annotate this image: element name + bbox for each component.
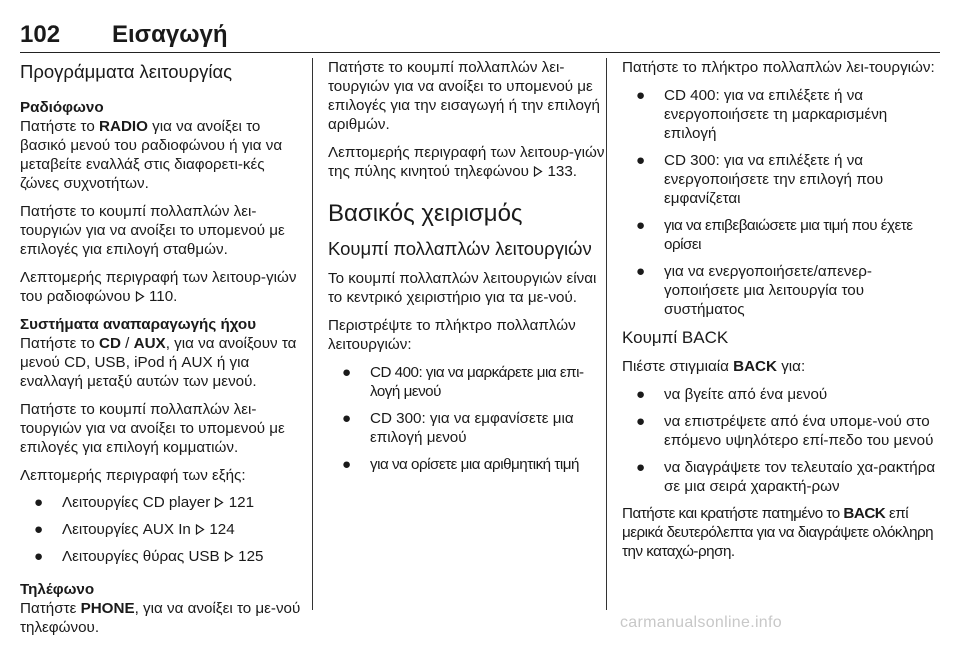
bullet-icon: ● (342, 410, 352, 427)
bullet-icon: ● (636, 217, 646, 234)
paragraph (20, 599, 302, 637)
text: , για να ανοίξει το με-νού τηλεφώνου. (20, 600, 301, 636)
column-divider (312, 58, 313, 610)
list-item (328, 363, 612, 401)
bullet-icon: ● (34, 521, 44, 538)
text: CD 300: για να επιλέξετε ή να ενεργοποιήσετε την επιλογή που εμφανίζεται (664, 152, 884, 207)
text: CD 300: για να εμφανίσετε μια επιλογή μενού (370, 410, 574, 446)
press-list (622, 86, 940, 319)
page-ref: 121 (228, 494, 255, 511)
watermark: carmanualsonline.info (620, 614, 782, 631)
page-ref-icon (224, 551, 234, 562)
bullet-icon: ● (636, 87, 646, 104)
page-ref: 125 (238, 548, 264, 565)
key-aux: AUX (133, 335, 166, 352)
text: Λειτουργίες CD player (62, 494, 215, 511)
list-item (622, 458, 940, 496)
subheading-phone: Τηλέφωνο (20, 581, 95, 598)
list-item (20, 520, 302, 539)
paragraph (622, 357, 940, 376)
list-item (622, 86, 940, 143)
list-item (328, 455, 612, 474)
key-back: BACK (843, 505, 886, 522)
text: Λειτουργίες θύρας USB (62, 548, 224, 565)
paragraph (622, 504, 940, 561)
subheading-audio: Συστήματα αναπαραγωγής ήχου (20, 316, 257, 333)
rotate-list (328, 363, 612, 474)
paragraph (20, 117, 302, 193)
text: να διαγράψετε τον τελευταίο χα-ρακτήρα σε μια σειρά χαρακτή-ρων (664, 459, 936, 495)
page-header (20, 20, 940, 53)
column-2 (328, 58, 612, 482)
text: Λεπτομερής περιγραφή των λειτουρ-γιών του ραδιοφώνου (20, 269, 297, 305)
bullet-icon: ● (342, 456, 352, 473)
audio-list (20, 493, 302, 566)
key-cd: CD (99, 335, 121, 352)
text: για να ενεργοποιήσετε/απενερ-γοποιήσετε μια λειτουργία του συστήματος (664, 263, 872, 318)
text: Πατήστε το (20, 335, 100, 352)
list-item (622, 151, 940, 208)
text: Λειτουργίες AUX In (62, 521, 196, 538)
paragraph: Το κουμπί πολλαπλών λειτουργιών είναι το κεντρικό χειριστήριο για τα με-νού. (328, 270, 597, 306)
bullet-icon: ● (636, 386, 646, 403)
text: Λεπτομερής περιγραφή των λειτουρ-γιών της πύλης κινητού τηλεφώνου (328, 144, 605, 180)
paragraph: Πατήστε το πλήκτρο πολλαπλών λει-τουργιών: (622, 59, 935, 76)
list-item (20, 493, 302, 512)
back-list (622, 385, 940, 496)
section-heading-modes: Προγράμματα λειτουργίας (20, 61, 233, 82)
paragraph (20, 334, 302, 391)
text: Πατήστε (20, 600, 81, 617)
text: , για να ανοίξουν τα μενού CD, USB, iPod ή AUX ή για εναλλαγή μεταξύ αυτών των μενού. (20, 335, 297, 390)
paragraph: Λεπτομερής περιγραφή των εξής: (20, 467, 246, 484)
paragraph: Πατήστε το κουμπί πολλαπλών λει-τουργιών για να ανοίξει το υπομενού με επιλογές για επιλογή κομματιών. (20, 401, 285, 456)
bullet-icon: ● (34, 494, 44, 511)
column-1 (20, 58, 302, 646)
page-ref-icon (214, 497, 224, 508)
bullet-icon: ● (636, 152, 646, 169)
text: CD 400: για να επιλέξετε ή να ενεργοποιήσετε τη μαρκαρισμένη επιλογή (664, 87, 888, 142)
text: να επιστρέψετε από ένα υπομε-νού στο επόμενο υψηλότερο επί-πεδο του μενού (664, 413, 934, 449)
bullet-icon: ● (636, 459, 646, 476)
page-number: 102 (20, 21, 61, 48)
page-ref: 133. (547, 163, 577, 180)
page-title: Εισαγωγή (112, 21, 228, 48)
text: επί μερικά δευτερόλεπτα για να διαγράψετε ολόκληρη την καταχώ-ρηση. (622, 505, 934, 560)
paragraph: Πατήστε το κουμπί πολλαπλών λει-τουργιών για να ανοίξει το υπομενού με επιλογές για την εισαγωγή ή την επιλογή αριθμών. (328, 59, 600, 133)
page-ref: 124 (209, 521, 235, 538)
bullet-icon: ● (636, 263, 646, 280)
list-item (622, 262, 940, 319)
subheading-radio: Ραδιόφωνο (20, 99, 104, 116)
bullet-icon: ● (342, 364, 352, 381)
page-ref-icon (135, 291, 145, 302)
list-item (20, 547, 302, 566)
list-item (622, 385, 940, 404)
text: για να ανοίξει το βασικό μενού του ραδιοφώνου ή για να μεταβείτε εναλλάξ στις διαφορετι-κές ζώνες συχνοτήτων. (20, 118, 283, 192)
column-3 (622, 58, 940, 570)
page-ref-icon (195, 524, 205, 535)
text: CD 400: για να μαρκάρετε μια επι-λογή μενού (370, 364, 584, 400)
bullet-icon: ● (34, 548, 44, 565)
list-item (622, 412, 940, 450)
paragraph: Πατήστε το κουμπί πολλαπλών λει-τουργιών για να ανοίξει το υπομενού με επιλογές για επιλογή σταθμών. (20, 203, 285, 258)
paragraph (328, 143, 612, 181)
page-ref: 110. (148, 288, 178, 305)
text: να βγείτε από ένα μενού (664, 386, 828, 403)
text: για: (776, 358, 806, 375)
bullet-icon: ● (636, 413, 646, 430)
text: / (120, 335, 134, 352)
text: Πατήστε και κρατήστε πατημένο το (622, 505, 844, 522)
list-item (328, 409, 612, 447)
key-radio: RADIO (99, 118, 148, 135)
text: για να ορίσετε μια αριθμητική τιμή (370, 456, 579, 473)
paragraph: Περιστρέψτε το πλήκτρο πολλαπλών λειτουργιών: (328, 317, 576, 353)
subheading-multifunction-knob: Κουμπί πολλαπλών λειτουργιών (328, 238, 592, 259)
page-ref-icon (533, 166, 543, 177)
text: Πιέστε στιγμιαία (622, 358, 734, 375)
key-back: BACK (733, 358, 777, 375)
section-heading-basic-operation: Βασικός χειρισμός (328, 200, 523, 227)
text: Πατήστε το (20, 118, 100, 135)
text: για να επιβεβαιώσετε μια τιμή που έχετε ορίσει (664, 217, 913, 253)
paragraph (20, 268, 302, 306)
key-phone: PHONE (80, 600, 135, 617)
list-item (622, 216, 940, 254)
subheading-back-button: Κουμπί BACK (622, 328, 729, 347)
